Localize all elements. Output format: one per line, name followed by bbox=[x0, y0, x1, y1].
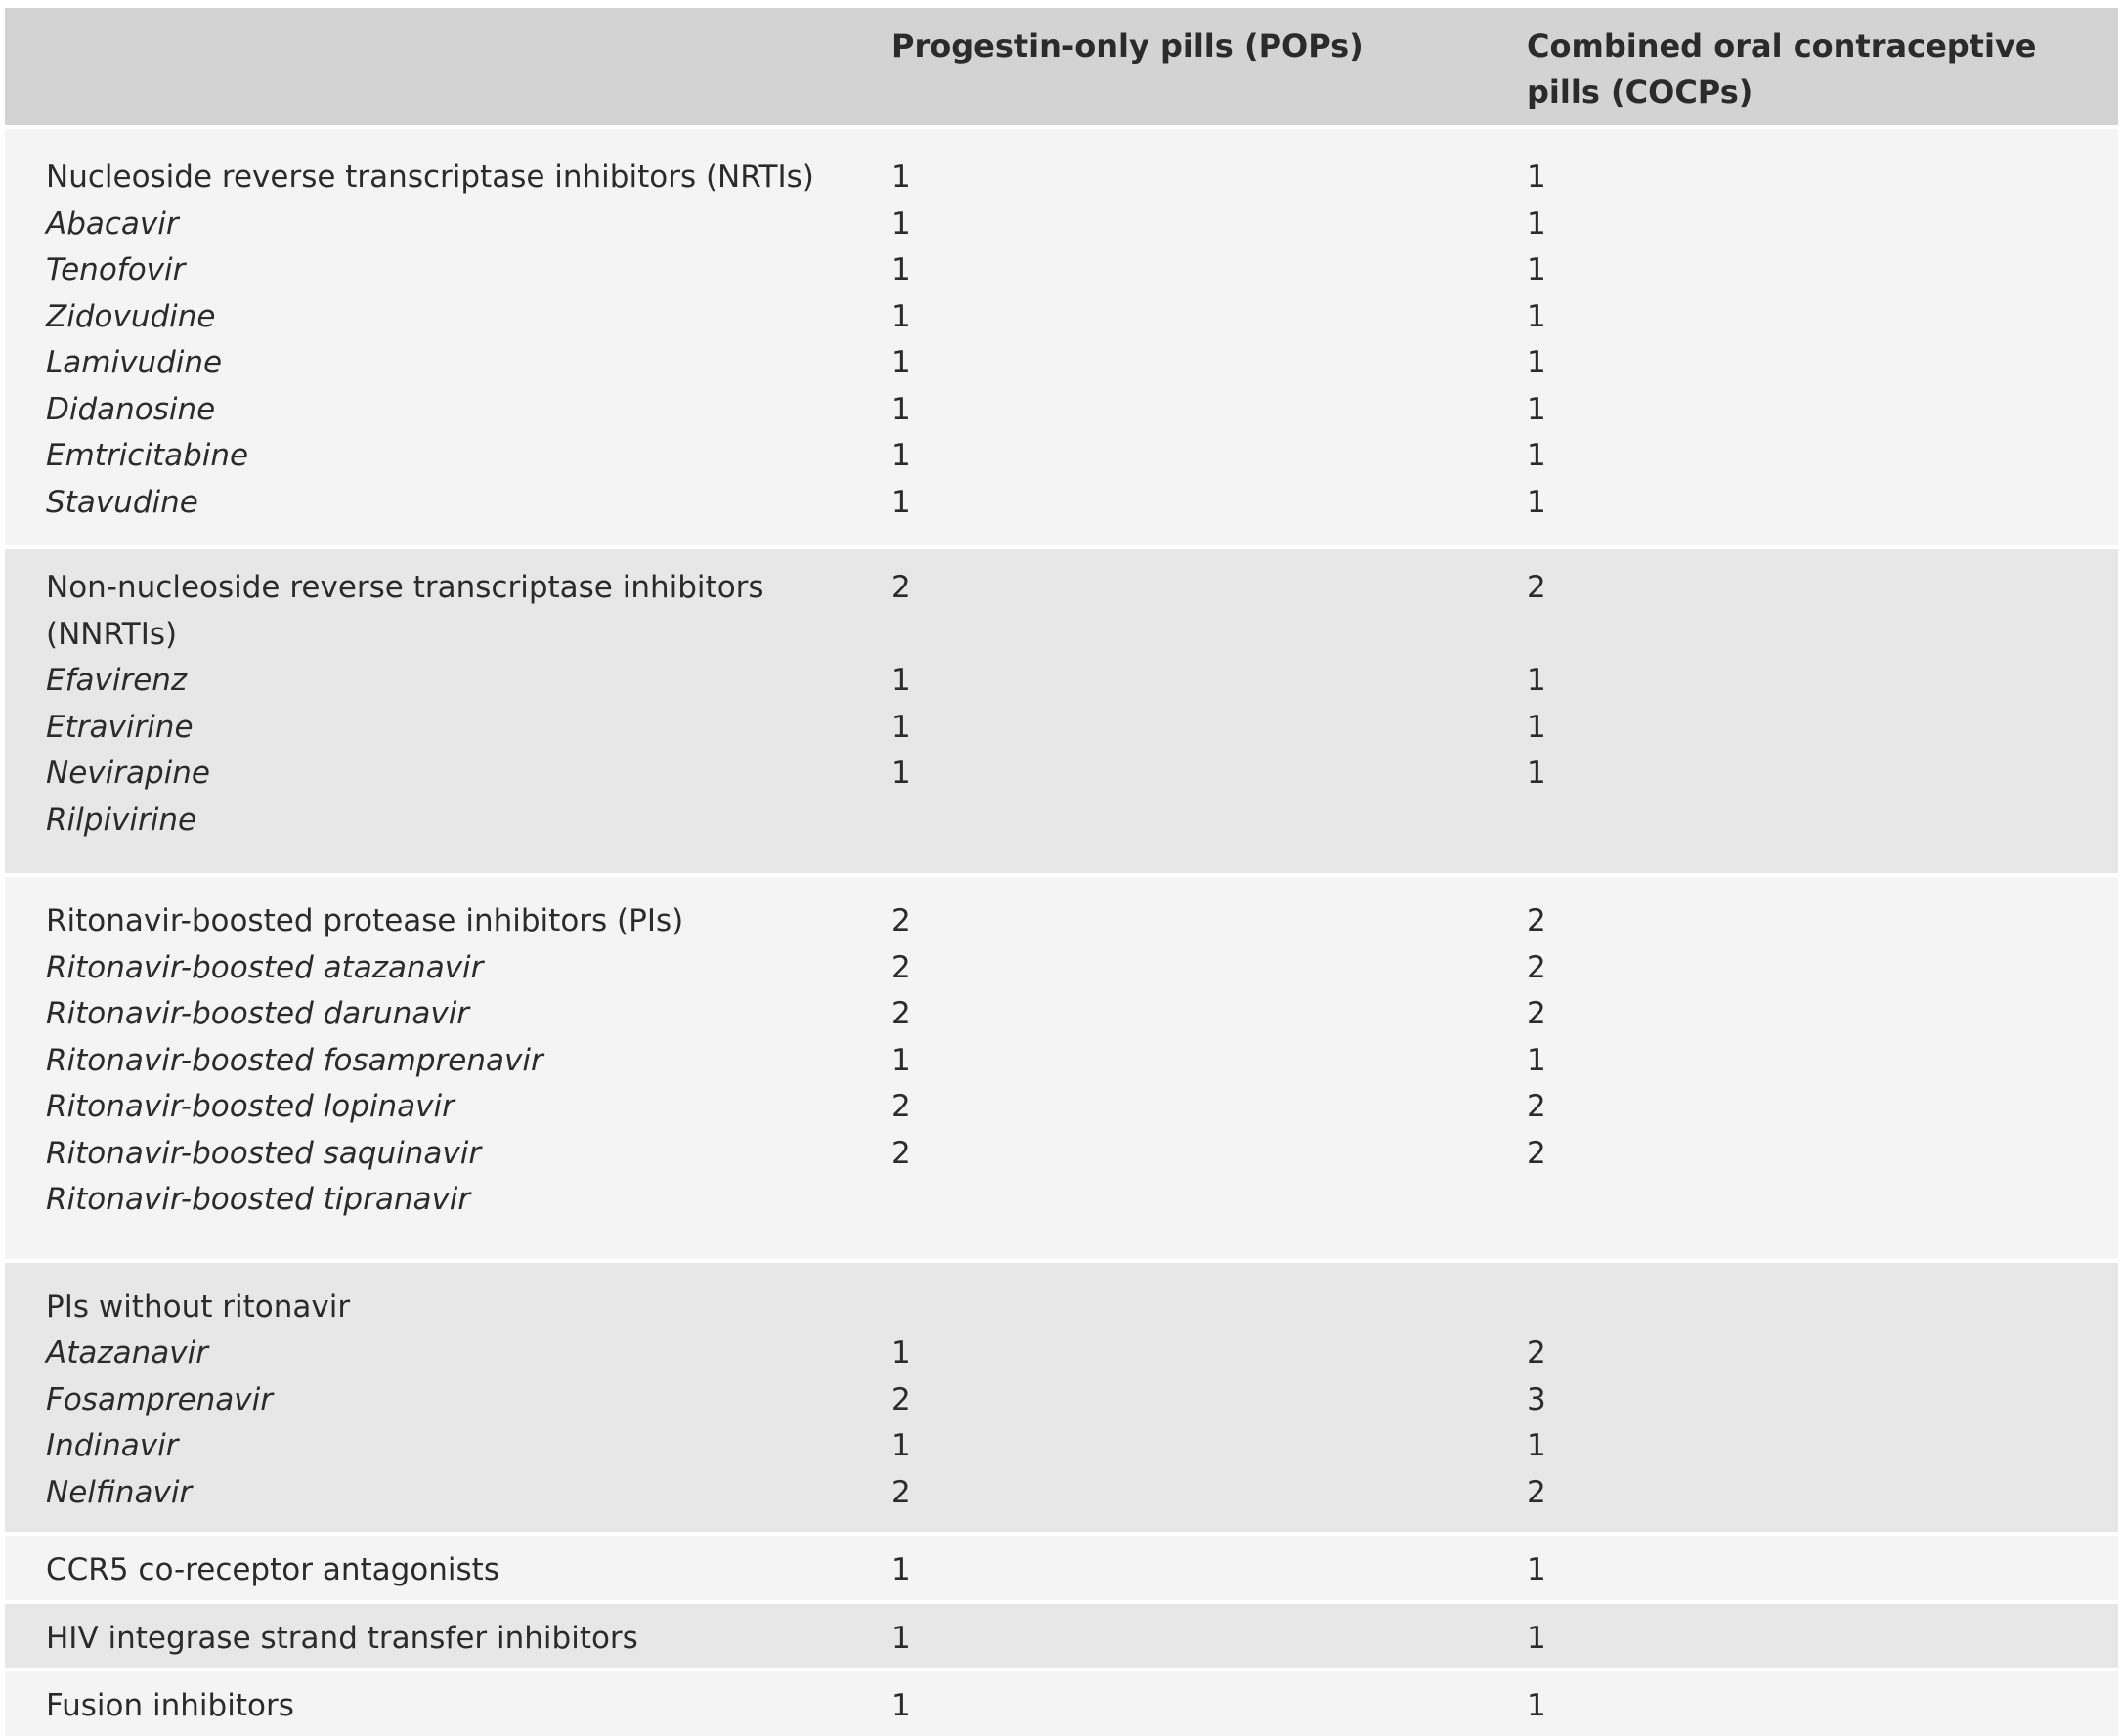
pop-category: 1 bbox=[891, 438, 911, 473]
drug-name: Efavirenz bbox=[46, 663, 188, 698]
row-group bbox=[5, 1668, 2118, 1736]
drug-class-name: Ritonavir-boosted protease inhibitors (PIs) bbox=[46, 903, 684, 938]
pop-category: 1 bbox=[891, 252, 911, 287]
pop-category: 1 bbox=[891, 1335, 911, 1370]
cocp-category: 2 bbox=[1527, 1335, 1546, 1370]
cocp-category: 1 bbox=[1527, 345, 1546, 380]
table-row bbox=[5, 1131, 2118, 1178]
pop-category: 2 bbox=[891, 1089, 911, 1124]
table-row bbox=[5, 798, 2118, 845]
drug-name: Ritonavir-boosted saquinavir bbox=[46, 1135, 482, 1171]
pop-category: 1 bbox=[891, 756, 911, 791]
cocp-category: 1 bbox=[1527, 159, 1546, 195]
cocp-category: 2 bbox=[1527, 1089, 1546, 1124]
table-row bbox=[5, 1330, 2118, 1377]
row-group bbox=[5, 1600, 2118, 1669]
cocp-category: 1 bbox=[1527, 1042, 1546, 1078]
table-row bbox=[5, 1177, 2118, 1224]
header-col-pops: Progestin-only pills (POPs) bbox=[891, 27, 1364, 65]
drug-name: Ritonavir-boosted tipranavir bbox=[46, 1182, 471, 1217]
cocp-category: 2 bbox=[1527, 1474, 1546, 1510]
cocp-category: 1 bbox=[1527, 205, 1546, 241]
drug-name: Ritonavir-boosted lopinavir bbox=[46, 1089, 455, 1124]
table-row bbox=[5, 1470, 2118, 1517]
table-row bbox=[5, 991, 2118, 1038]
table-row bbox=[5, 294, 2118, 341]
table-row bbox=[5, 751, 2118, 798]
pop-category: 2 bbox=[891, 949, 911, 985]
drug-name: Zidovudine bbox=[46, 298, 216, 334]
pop-category: 1 bbox=[891, 1042, 911, 1078]
table-row bbox=[5, 1038, 2118, 1085]
drug-name: Ritonavir-boosted darunavir bbox=[46, 996, 470, 1031]
pop-category: 2 bbox=[891, 903, 911, 938]
pop-category: 1 bbox=[891, 159, 911, 195]
cocp-category: 1 bbox=[1527, 484, 1546, 520]
cocp-category: 1 bbox=[1527, 1688, 1546, 1723]
drug-name: Tenofovir bbox=[46, 252, 186, 287]
row-group bbox=[5, 873, 2118, 1259]
drug-name: Fosamprenavir bbox=[46, 1381, 273, 1417]
drug-name: Indinavir bbox=[46, 1428, 179, 1463]
cocp-category: 1 bbox=[1527, 1428, 1546, 1463]
cocp-category: 2 bbox=[1527, 949, 1546, 985]
drug-name: Lamivudine bbox=[46, 345, 223, 380]
cocp-category: 2 bbox=[1527, 1135, 1546, 1171]
table-row bbox=[5, 658, 2118, 705]
pop-category: 2 bbox=[891, 1381, 911, 1417]
pop-category: 1 bbox=[891, 709, 911, 745]
drug-name: Etravirine bbox=[46, 709, 194, 745]
cocp-category: 1 bbox=[1527, 663, 1546, 698]
drug-class-name: CCR5 co-receptor antagonists bbox=[46, 1552, 499, 1587]
pop-category: 1 bbox=[891, 1620, 911, 1656]
pop-category: 2 bbox=[891, 1474, 911, 1510]
cocp-category: 1 bbox=[1527, 1620, 1546, 1656]
drug-class-name: Non-nucleoside reverse transcriptase inhibitors (NNRTIs) bbox=[46, 570, 764, 652]
table-row bbox=[5, 1616, 2118, 1663]
drug-name: Ritonavir-boosted fosamprenavir bbox=[46, 1042, 543, 1078]
pop-category: 1 bbox=[891, 1552, 911, 1587]
table-row bbox=[5, 1284, 2118, 1331]
table-row bbox=[5, 247, 2118, 294]
drug-name: Stavudine bbox=[46, 484, 198, 520]
table-body bbox=[5, 125, 2118, 1736]
cocp-category: 2 bbox=[1527, 903, 1546, 938]
drug-class-name: Nucleoside reverse transcriptase inhibitors (NRTIs) bbox=[46, 159, 814, 195]
drug-name: Abacavir bbox=[46, 205, 179, 241]
table-row bbox=[5, 154, 2118, 201]
table-row bbox=[5, 1423, 2118, 1470]
cocp-category: 1 bbox=[1527, 298, 1546, 334]
pop-category: 1 bbox=[891, 1428, 911, 1463]
table-row bbox=[5, 1683, 2118, 1730]
pop-category: 2 bbox=[891, 996, 911, 1031]
table-row bbox=[5, 705, 2118, 752]
table-header bbox=[5, 8, 2118, 125]
pop-category: 1 bbox=[891, 484, 911, 520]
drug-name: Nevirapine bbox=[46, 756, 210, 791]
table-row bbox=[5, 433, 2118, 480]
pop-category: 1 bbox=[891, 298, 911, 334]
pop-category: 2 bbox=[891, 570, 911, 605]
drug-class-name: PIs without ritonavir bbox=[46, 1288, 351, 1324]
drug-name: Nelfinavir bbox=[46, 1474, 193, 1510]
row-group bbox=[5, 545, 2118, 873]
table-row bbox=[5, 565, 2118, 658]
drug-class-name: HIV integrase strand transfer inhibitors bbox=[46, 1620, 638, 1656]
pop-category: 1 bbox=[891, 205, 911, 241]
table-row bbox=[5, 1547, 2118, 1594]
pop-category: 1 bbox=[891, 345, 911, 380]
pop-category: 1 bbox=[891, 1688, 911, 1723]
cocp-category: 1 bbox=[1527, 391, 1546, 427]
cocp-category: 2 bbox=[1527, 570, 1546, 605]
cocp-category: 3 bbox=[1527, 1381, 1546, 1417]
table-row bbox=[5, 340, 2118, 387]
table-row bbox=[5, 898, 2118, 945]
table-row bbox=[5, 1377, 2118, 1424]
table-row bbox=[5, 480, 2118, 527]
pop-category: 1 bbox=[891, 663, 911, 698]
cocp-category: 1 bbox=[1527, 756, 1546, 791]
cocp-category: 1 bbox=[1527, 252, 1546, 287]
cocp-category: 2 bbox=[1527, 996, 1546, 1031]
row-group bbox=[5, 125, 2118, 545]
drug-name: Atazanavir bbox=[46, 1335, 208, 1370]
pop-category: 1 bbox=[891, 391, 911, 427]
drug-name: Rilpivirine bbox=[46, 802, 197, 838]
drug-class-name: Fusion inhibitors bbox=[46, 1688, 294, 1723]
header-col-cocps: Combined oral contraceptive pills (COCPs) bbox=[1527, 27, 2037, 110]
row-group bbox=[5, 1259, 2118, 1533]
drug-name: Emtricitabine bbox=[46, 438, 249, 473]
cocp-category: 1 bbox=[1527, 709, 1546, 745]
drug-name: Ritonavir-boosted atazanavir bbox=[46, 949, 484, 985]
contraception-antiretroviral-table bbox=[5, 8, 2118, 1736]
pop-category: 2 bbox=[891, 1135, 911, 1171]
table-row bbox=[5, 387, 2118, 434]
table-row bbox=[5, 1084, 2118, 1131]
drug-name: Didanosine bbox=[46, 391, 216, 427]
cocp-category: 1 bbox=[1527, 1552, 1546, 1587]
cocp-category: 1 bbox=[1527, 438, 1546, 473]
row-group bbox=[5, 1532, 2118, 1600]
table-row bbox=[5, 945, 2118, 992]
table-row bbox=[5, 201, 2118, 248]
